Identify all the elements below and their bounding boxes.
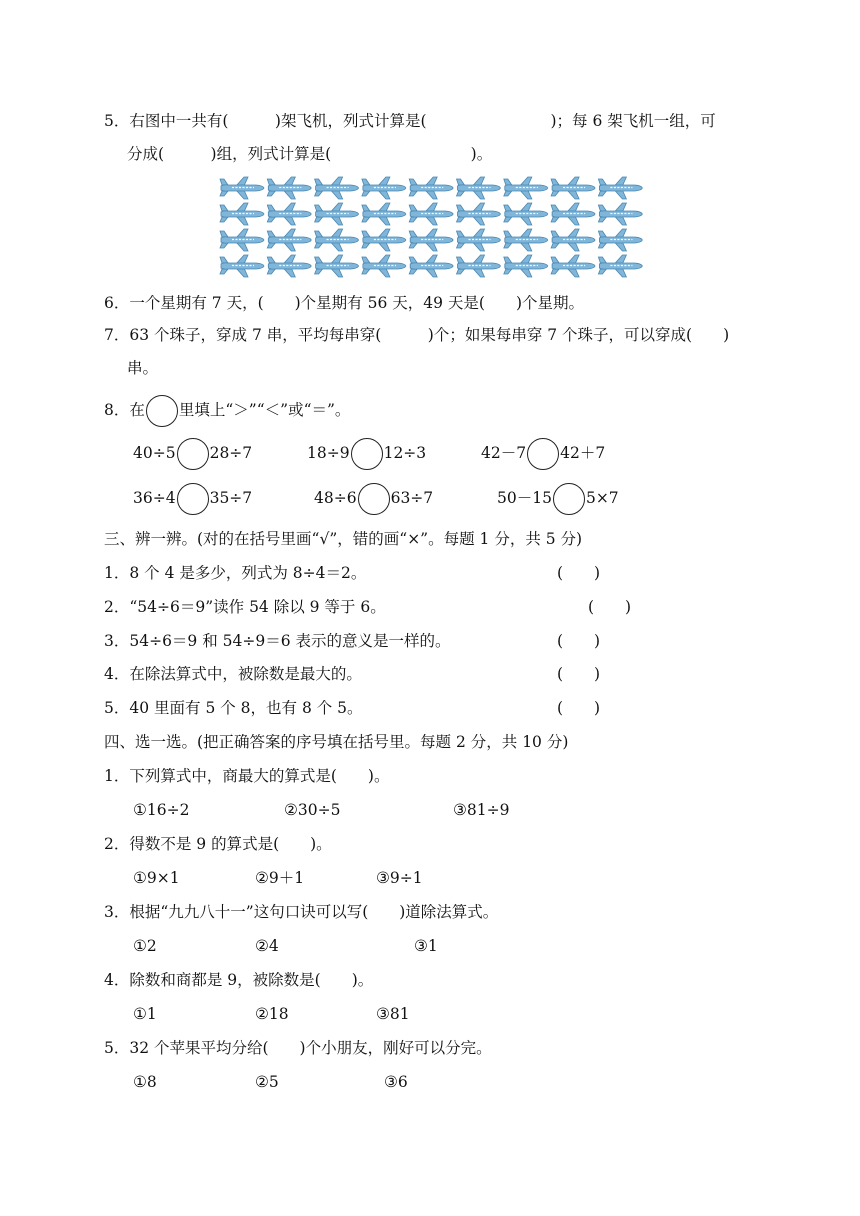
choice-option[interactable]: ②5: [255, 1073, 279, 1091]
airplane-icon: [457, 255, 501, 277]
airplane-icon: [551, 229, 595, 251]
q7-line1: 7．63 个珠子，穿成 7 串，平均每串穿( )个；如果每串穿 7 个珠子，可以穿成( ): [104, 326, 730, 344]
airplane-icon: [457, 177, 501, 199]
answer-paren[interactable]: ( ): [557, 699, 601, 717]
q5-line2: 分成( )组，列式计算是( )。: [127, 145, 493, 163]
comparison-right: 5×7: [585, 489, 619, 507]
airplane-icon: [362, 255, 406, 277]
airplane-icon: [598, 229, 642, 251]
airplane-icon: [598, 255, 642, 277]
airplane-icon: [362, 229, 406, 251]
airplane-icon: [220, 203, 264, 225]
judge-item: 1．8 个 4 是多少，列式为 8÷4＝2。: [104, 564, 367, 582]
comparison-circle[interactable]: [553, 483, 585, 515]
comparison-item: [307, 436, 426, 470]
airplane-icon: [362, 177, 406, 199]
choice-option[interactable]: ①9×1: [133, 869, 180, 887]
choice-option[interactable]: ②9＋1: [255, 869, 305, 887]
airplane-icon: [409, 177, 453, 199]
airplane-icon: [457, 229, 501, 251]
q6: 6．一个星期有 7 天，( )个星期有 56 天，49 天是( )个星期。: [104, 294, 584, 312]
q7-line2: 串。: [127, 359, 159, 377]
comparison-circle[interactable]: [177, 483, 209, 515]
comparison-item: [133, 436, 252, 470]
comparison-circle[interactable]: [177, 438, 209, 470]
choice-option[interactable]: ①8: [133, 1073, 157, 1091]
comparison-left: 42－7: [481, 444, 527, 462]
airplane-icon: [457, 203, 501, 225]
judge-item: 4．在除法算式中，被除数是最大的。: [104, 665, 362, 683]
airplane-icon: [315, 255, 359, 277]
comparison-left: 18÷9: [307, 444, 350, 462]
comparison-item: [314, 481, 433, 515]
answer-paren[interactable]: ( ): [557, 632, 601, 650]
choice-question: 5．32 个苹果平均分给( )个小朋友，刚好可以分完。: [104, 1039, 492, 1057]
choice-option[interactable]: ①1: [133, 1005, 157, 1023]
airplane-icon: [504, 203, 548, 225]
airplane-icon: [598, 203, 642, 225]
airplane-icon: [598, 177, 642, 199]
airplane-icon: [315, 177, 359, 199]
airplane-icon: [551, 255, 595, 277]
airplane-icon: [315, 203, 359, 225]
comparison-left: 48÷6: [314, 489, 357, 507]
comparison-circle[interactable]: [358, 483, 390, 515]
airplane-icon: [551, 177, 595, 199]
choice-question: 1．下列算式中，商最大的算式是( )。: [104, 767, 390, 785]
choice-option[interactable]: ③81÷9: [453, 801, 510, 819]
airplane-icon: [362, 203, 406, 225]
airplane-grid: [218, 174, 648, 278]
comparison-circle[interactable]: [351, 438, 383, 470]
answer-paren[interactable]: ( ): [557, 665, 601, 683]
comparison-circle[interactable]: [527, 438, 559, 470]
choice-option[interactable]: ③9÷1: [376, 869, 423, 887]
choice-option[interactable]: ③81: [376, 1005, 410, 1023]
airplane-icon: [551, 203, 595, 225]
airplane-icon: [220, 229, 264, 251]
comparison-item: [497, 481, 619, 515]
choice-question: 4．除数和商都是 9，被除数是( )。: [104, 971, 374, 989]
airplane-icon: [504, 177, 548, 199]
choice-question: 2．得数不是 9 的算式是( )。: [104, 835, 332, 853]
answer-circle-icon: [146, 395, 178, 427]
comparison-left: 40÷5: [133, 444, 176, 462]
comparison-left: 50－15: [497, 489, 552, 507]
comparison-right: 12÷3: [383, 444, 427, 462]
judge-item: 3．54÷6＝9 和 54÷9＝6 表示的意义是一样的。: [104, 632, 451, 650]
airplane-icon: [409, 255, 453, 277]
airplane-icon: [220, 177, 264, 199]
comparison-item: [133, 481, 252, 515]
airplane-icon: [315, 229, 359, 251]
choice-option[interactable]: ①2: [133, 937, 157, 955]
comparison-left: 36÷4: [133, 489, 176, 507]
choice-question: 3．根据“九九八十一”这句口诀可以写( )道除法算式。: [104, 903, 499, 921]
airplane-icon: [504, 255, 548, 277]
q8-before: 8．在: [104, 401, 145, 419]
section3-title: 三、辨一辨。(对的在括号里画“√”，错的画“×”。每题 1 分，共 5 分): [104, 530, 583, 548]
choice-option[interactable]: ②30÷5: [284, 801, 341, 819]
airplane-icon: [409, 229, 453, 251]
q8-after: 里填上“＞”“＜”或“＝”。: [178, 401, 351, 419]
choice-option[interactable]: ③1: [414, 937, 438, 955]
airplane-icon: [504, 229, 548, 251]
comparison-item: [481, 436, 605, 470]
q5-line1: 5．右图中一共有( )架飞机，列式计算是( )；每 6 架飞机一组，可: [104, 112, 716, 130]
choice-option[interactable]: ②4: [255, 937, 279, 955]
choice-option[interactable]: ①16÷2: [133, 801, 190, 819]
comparison-right: 28÷7: [209, 444, 253, 462]
comparison-right: 42＋7: [560, 444, 606, 462]
choice-option[interactable]: ③6: [384, 1073, 408, 1091]
airplane-icon: [267, 203, 311, 225]
airplane-icon: [267, 229, 311, 251]
section4-title: 四、选一选。(把正确答案的序号填在括号里。每题 2 分，共 10 分): [104, 733, 569, 751]
airplane-icon: [409, 203, 453, 225]
comparison-right: 35÷7: [209, 489, 253, 507]
answer-paren[interactable]: ( ): [588, 598, 632, 616]
airplane-icon: [220, 255, 264, 277]
comparison-right: 63÷7: [390, 489, 434, 507]
judge-item: 2．“54÷6＝9”读作 54 除以 9 等于 6。: [104, 598, 386, 616]
answer-paren[interactable]: ( ): [557, 564, 601, 582]
q8-instruction: [104, 393, 350, 427]
airplane-icon: [267, 255, 311, 277]
airplane-icon: [267, 177, 311, 199]
judge-item: 5．40 里面有 5 个 8，也有 8 个 5。: [104, 699, 363, 717]
choice-option[interactable]: ②18: [255, 1005, 289, 1023]
